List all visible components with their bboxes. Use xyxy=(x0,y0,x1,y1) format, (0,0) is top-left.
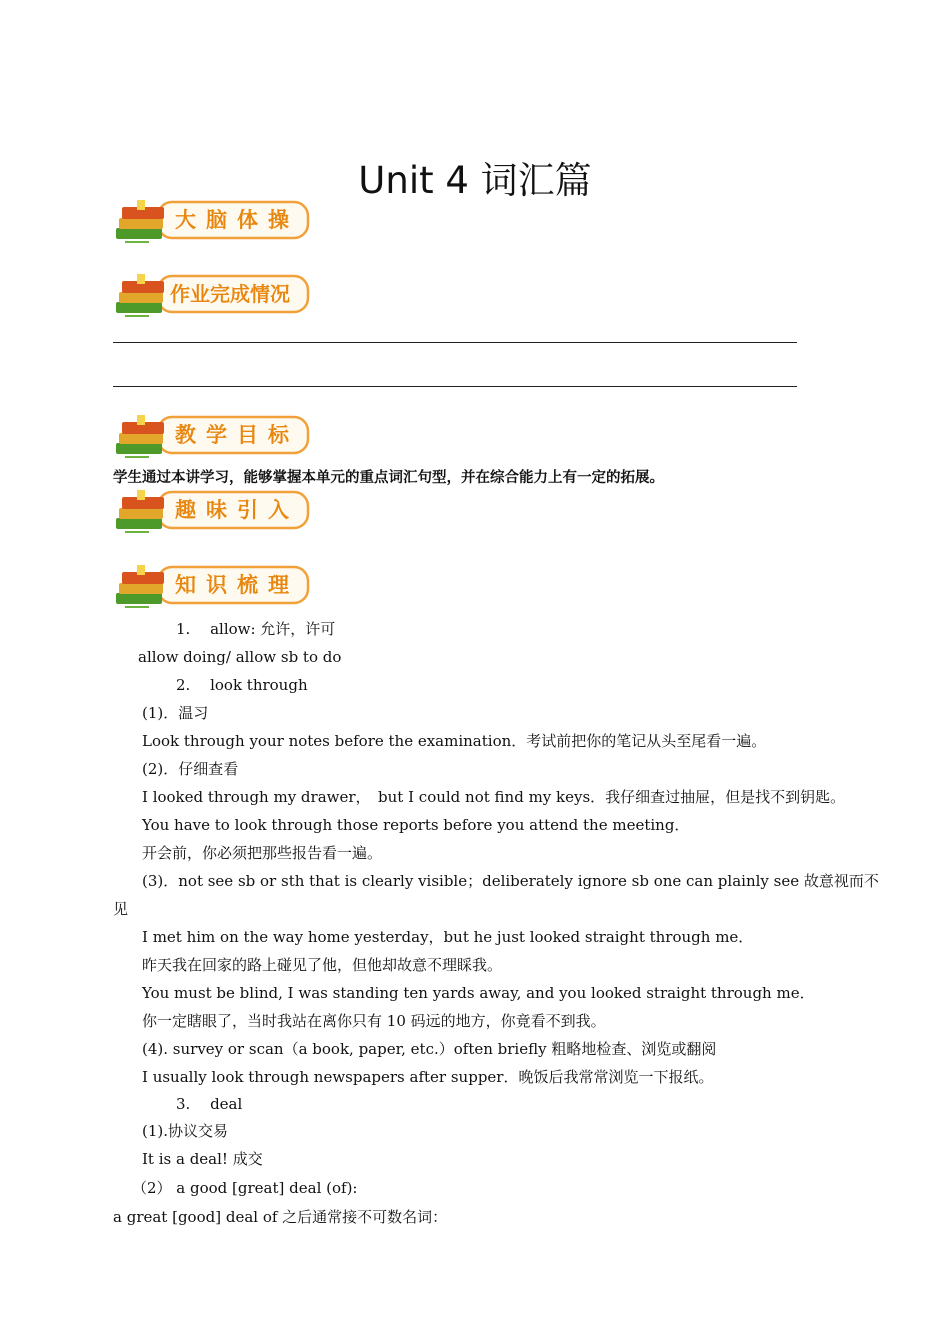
text-line: (2)．仔细查看 xyxy=(142,760,239,778)
text-line: (4). survey or scan（a book, paper, etc.）often briefly 粗略地检查、浏览或翻阅 xyxy=(142,1040,717,1058)
list-item-allow: 1. allow: 允许，许可 xyxy=(176,620,336,638)
banner-label: 大脑体操 xyxy=(175,208,299,232)
text-line: 开会前，你必须把那些报告看一遍。 xyxy=(142,844,383,862)
banner-label: 趣味引入 xyxy=(175,498,299,522)
text-line: 见 xyxy=(113,900,129,918)
text-line: You must be blind, I was standing ten yards away, and you looked straight through me． xyxy=(142,984,815,1002)
text-line: 你一定瞎眼了，当时我站在离你只有 10 码远的地方，你竟看不到我。 xyxy=(142,1012,606,1030)
text-line: （2） a good [great] deal (of): xyxy=(132,1179,358,1197)
text-line: You have to look through those reports before you attend the meeting． xyxy=(142,816,690,834)
text-line: allow doing/ allow sb to do xyxy=(138,648,342,666)
banner-label: 作业完成情况 xyxy=(170,282,290,306)
text-line: a great [good] deal of 之后通常接不可数名词： xyxy=(113,1208,448,1226)
banner-homework-status xyxy=(113,272,313,322)
objective-text: 学生通过本讲学习，能够掌握本单元的重点词汇句型，并在综合能力上有一定的拓展。 xyxy=(113,470,664,486)
answer-line xyxy=(113,386,797,387)
banner-label: 教学目标 xyxy=(175,423,299,447)
banner-knowledge-review xyxy=(113,563,313,613)
text-line: Look through your notes before the examination．考试前把你的笔记从头至尾看一遍。 xyxy=(142,732,767,750)
text-line: 昨天我在回家的路上碰见了他，但他却故意不理睬我。 xyxy=(142,956,503,974)
banner-teaching-objective xyxy=(113,413,313,463)
list-item-look-through: 2. look through xyxy=(176,676,308,694)
text-line: (1).协议交易 xyxy=(142,1122,229,1140)
text-line: I looked through my drawer， but I could not find my keys．我仔细查过抽屉，但是找不到钥匙。 xyxy=(142,788,846,806)
banner-brain-exercise xyxy=(113,198,313,248)
text-line: I usually look through newspapers after supper．晚饭后我常常浏览一下报纸。 xyxy=(142,1068,714,1086)
list-item-deal: 3. deal xyxy=(176,1095,243,1113)
text-line: I met him on the way home yesterday，but he just looked straight through me． xyxy=(142,928,754,946)
text-line: (3)．not see sb or sth that is clearly visible；deliberately ignore sb one can plainly see 故意视而不 xyxy=(142,872,879,890)
text-line: It is a deal! 成交 xyxy=(142,1150,263,1168)
page-title: Unit 4 词汇篇 xyxy=(358,159,592,202)
text-line: (1)．温习 xyxy=(142,704,209,722)
banner-label: 知识梳理 xyxy=(175,573,299,597)
banner-fun-intro xyxy=(113,488,313,538)
answer-line xyxy=(113,342,797,343)
